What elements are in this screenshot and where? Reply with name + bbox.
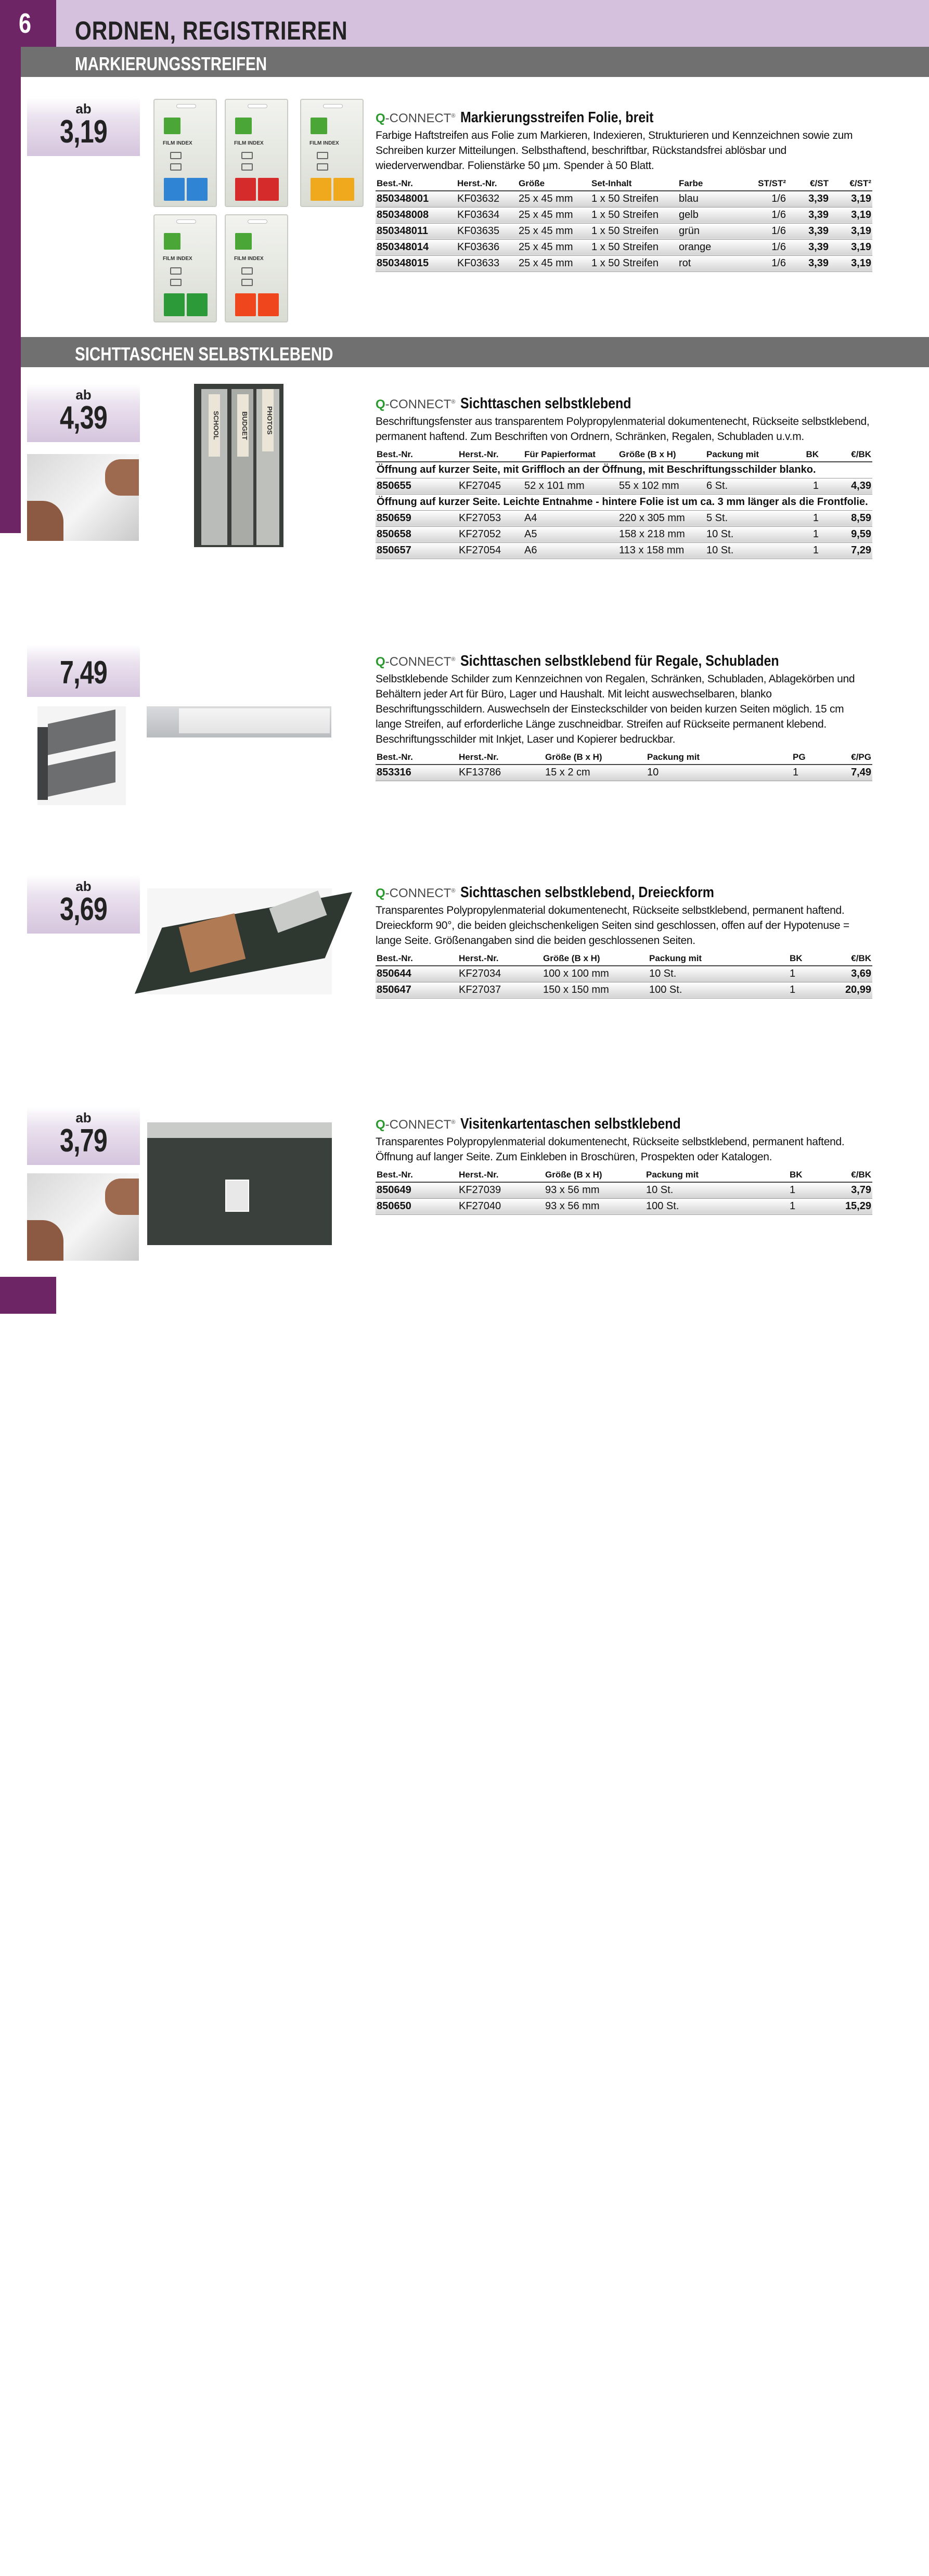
price-badge-5 bbox=[27, 1107, 140, 1165]
spine-label: BUDGET bbox=[237, 394, 249, 457]
price-value: 3,19 bbox=[59, 114, 107, 150]
photo-label-strip bbox=[147, 706, 331, 737]
table-row: 850348001 KF03632 25 x 45 mm 1 x 50 Streifen blau 1/6 3,39 3,19 bbox=[376, 191, 872, 207]
product-description: Selbstklebende Schilder zum Kennzeichnen von Regalen, Schränken, Schubladen, Ablagekörben und Behältern jeder Art für Büro, Lager und Haushalt. Mit leicht auswechselbaren, blanko Beschriftungsschildern. Auswechseln der Einsteckschilder von beiden kurzen Seiten möglich. 15 cm lange Streifen, auf erforderliche Länge zuschneidbar. Streifen auf Rückseite permanent klebend. Beschriftungsschilder mit Inkjet, Laser und Kopierer bedruckbar. bbox=[376, 673, 855, 745]
product-sichttaschen bbox=[376, 395, 872, 559]
table-row: 850348011 KF03635 25 x 45 mm 1 x 50 Streifen grün 1/6 3,39 3,19 bbox=[376, 223, 872, 239]
price-value: 3,79 bbox=[59, 1123, 107, 1159]
photo-binder-spines bbox=[194, 384, 283, 547]
product-table: Best.-Nr. Herst.-Nr. Für Papierformat Größe (B x H) Packung mit BK €/BK Öffnung auf kurzer Seite, mit Griffloch an der Öffnung, mit Beschriftungsschilder blanko. 850655 KF27045 52 x 101 mm 55 x 102 mm 6 St. 1 4,39 Öffnung auf kurzer Seite. Leichte Entnahme - hintere Folie ist um ca. 3 mm länger als die Frontfolie. 850659 KF27053 A4 220 x 305 mm 5 St. 1 8,59 850658 KF27052 A5 158 x 218 mm 10 St. 1 9,59 850657 KF27054 A6 113 x 158 mm 10 St. 1 7,29 bbox=[376, 447, 872, 559]
product-description: Transparentes Polypropylenmaterial dokumentenecht, Rückseite selbstklebend, permanent haftend. Öffnung auf langer Seite. Zum Einkleben in Broschüren, Prospekten oder Katalogen. bbox=[376, 1136, 845, 1163]
q-logo-icon bbox=[235, 118, 252, 134]
section-title: MARKIERUNGSSTREIFEN bbox=[75, 53, 267, 74]
page-number: 426 bbox=[5, 2564, 22, 2575]
table-row: 850657 KF27054 A6 113 x 158 mm 10 St. 1 7,29 bbox=[376, 542, 872, 559]
price-value: 4,39 bbox=[59, 400, 107, 436]
product-description: Beschriftungsfenster aus transparentem Polypropylenmaterial dokumentenecht, Rückseite selbstklebend, permanent haftend. Zum Beschriften von Ordnern, Schränken, Regalen, Schubladen u.v.m. bbox=[376, 416, 870, 443]
page-number-box bbox=[0, 1277, 56, 2575]
product-markierungsstreifen bbox=[376, 109, 872, 272]
q-connect-logo: Q-CONNECT® bbox=[376, 397, 456, 411]
table-row: 850644 KF27034 100 x 100 mm 10 St. 1 3,69 bbox=[376, 966, 872, 982]
price-prefix: ab bbox=[75, 878, 92, 894]
chapter-number: 6 bbox=[19, 8, 32, 39]
product-title: Sichttaschen selbstklebend bbox=[460, 395, 631, 412]
chapter-number-box bbox=[0, 0, 56, 47]
price-badge-2 bbox=[27, 384, 140, 442]
product-description: Farbige Haftstreifen aus Folie zum Markieren, Indexieren, Strukturieren und Kennzeichnen sowie zum Schreiben kurzer Mitteilungen. Selbsthaftend, beschriftbar, Rückstandsfrei ablösbar und wiederverwendbar. Folienstärke 50 µm. Spender à 50 Blatt. bbox=[376, 130, 853, 172]
section-bar-sichttaschen bbox=[21, 337, 929, 367]
product-title: Visitenkartentaschen selbstklebend bbox=[460, 1116, 681, 1132]
film-index-card-orange bbox=[225, 214, 288, 322]
spine-label: SCHOOL bbox=[209, 394, 220, 457]
table-note: Öffnung auf kurzer Seite. Leichte Entnahme - hintere Folie ist um ca. 3 mm länger als die Frontfolie. bbox=[376, 494, 872, 510]
table-row: 850348015 KF03633 25 x 45 mm 1 x 50 Streifen rot 1/6 3,39 3,19 bbox=[376, 255, 872, 271]
q-connect-logo: Q-CONNECT® bbox=[376, 1118, 456, 1132]
q-logo-icon bbox=[164, 118, 180, 134]
table-row: 850659 KF27053 A4 220 x 305 mm 5 St. 1 8,59 bbox=[376, 510, 872, 526]
price-prefix: ab bbox=[75, 101, 92, 116]
q-connect-logo: Q-CONNECT® bbox=[376, 655, 456, 669]
q-logo-icon bbox=[164, 233, 180, 250]
table-row: 850655 KF27045 52 x 101 mm 55 x 102 mm 6 St. 1 4,39 bbox=[376, 478, 872, 494]
section-title: SICHTTASCHEN SELBSTKLEBEND bbox=[75, 343, 333, 365]
price-badge-4 bbox=[27, 875, 140, 934]
product-title: Sichttaschen selbstklebend, Dreieckform bbox=[460, 884, 715, 901]
spine-label: PHOTOS bbox=[262, 389, 274, 451]
table-row: 853316 KF13786 15 x 2 cm 10 1 7,49 bbox=[376, 765, 872, 781]
card-label: FILM INDEX bbox=[163, 256, 192, 262]
photo-business-card-pocket bbox=[147, 1122, 332, 1245]
q-logo-icon bbox=[311, 118, 327, 134]
product-regale-schubladen bbox=[376, 653, 872, 781]
table-row: 850348008 KF03634 25 x 45 mm 1 x 50 Streifen gelb 1/6 3,39 3,19 bbox=[376, 207, 872, 223]
table-row: 850650 KF27040 93 x 56 mm 100 St. 1 15,29 bbox=[376, 1198, 872, 1214]
price-value: 3,69 bbox=[59, 891, 107, 927]
photo-triangle-pocket bbox=[147, 888, 332, 994]
product-description: Transparentes Polypropylenmaterial dokumentenecht, Rückseite selbstklebend, permanent haftend. Dreieckform 90°, die beiden gleichschenkeligen Seiten sind geschlossen, offen auf der Hypotenuse = lange Seite. Größenangaben sind die beiden geschlossenen Seiten. bbox=[376, 904, 849, 947]
table-note: Öffnung auf kurzer Seite, mit Griffloch an der Öffnung, mit Beschriftungsschilder blanko. bbox=[376, 462, 872, 478]
product-dreieckform bbox=[376, 884, 872, 999]
film-index-card-yellow bbox=[300, 99, 364, 207]
card-label: FILM INDEX bbox=[234, 140, 264, 146]
product-table: Best.-Nr. Herst.-Nr. Größe (B x H) Packung mit PG €/PG 853316 KF13786 15 x 2 cm 10 1 7,49 bbox=[376, 750, 872, 781]
q-connect-logo: Q-CONNECT® bbox=[376, 886, 456, 900]
product-title: Sichttaschen selbstklebend für Regale, Schubladen bbox=[460, 653, 780, 669]
product-table: Best.-Nr. Herst.-Nr. Größe Set-Inhalt Farbe ST/ST² €/ST €/ST² 850348001 KF03632 25 x 45 mm 1 x 50 Streifen blau 1/6 3,39 3,19 850348008 KF03634 25 x 45 mm 1 x 50 Streifen gelb 1/6 3,39 3,19 850348011 KF03635 25 x 45 mm 1 x 50 Streifen grün 1/6 3,39 3,19 850348014 KF03636 25 x 45 mm 1 x 50 Streifen orange 1/6 3,39 3,19 850348015 KF03633 25 x 45 mm 1 x 50 Streifen rot 1/6 3,39 3,19 bbox=[376, 176, 872, 272]
price-badge-3 bbox=[27, 645, 140, 697]
product-visitenkartentaschen bbox=[376, 1116, 872, 1215]
table-row: 850649 KF27039 93 x 56 mm 10 St. 1 3,79 bbox=[376, 1182, 872, 1198]
photo-pocket-hand bbox=[27, 454, 139, 541]
product-table: Best.-Nr. Herst.-Nr. Größe (B x H) Packung mit BK €/BK 850644 KF27034 100 x 100 mm 10 St. 1 3,69 850647 KF27037 150 x 150 mm 100 St. 1 20,99 bbox=[376, 951, 872, 999]
film-index-card-blue bbox=[153, 99, 217, 207]
product-image-markierungsstreifen bbox=[153, 99, 372, 322]
product-title: Markierungsstreifen Folie, breit bbox=[460, 109, 654, 126]
table-row: 850658 KF27052 A5 158 x 218 mm 10 St. 1 9,59 bbox=[376, 526, 872, 542]
photo-pocket-hand bbox=[27, 1173, 139, 1261]
card-label: FILM INDEX bbox=[163, 140, 192, 146]
q-connect-logo: Q-CONNECT® bbox=[376, 111, 456, 125]
card-label: FILM INDEX bbox=[309, 140, 339, 146]
chapter-title: ORDNEN, REGISTRIEREN bbox=[75, 16, 348, 45]
price-value: 7,49 bbox=[59, 655, 107, 691]
product-table: Best.-Nr. Herst.-Nr. Größe (B x H) Packung mit BK €/BK 850649 KF27039 93 x 56 mm 10 St. 1 3,79 850650 KF27040 93 x 56 mm 100 St. 1 15,29 bbox=[376, 1168, 872, 1215]
table-row: 850647 KF27037 150 x 150 mm 100 St. 1 20,99 bbox=[376, 982, 872, 998]
left-chapter-strip bbox=[0, 47, 21, 533]
section-bar-markierungsstreifen bbox=[21, 47, 929, 77]
card-label: FILM INDEX bbox=[234, 256, 264, 262]
price-badge-1 bbox=[27, 98, 140, 156]
photo-drawer-label bbox=[37, 706, 126, 805]
price-prefix: ab bbox=[75, 387, 92, 403]
q-logo-icon bbox=[235, 233, 252, 250]
price-prefix: ab bbox=[75, 1110, 92, 1125]
film-index-card-green bbox=[153, 214, 217, 322]
film-index-card-red bbox=[225, 99, 288, 207]
table-row: 850348014 KF03636 25 x 45 mm 1 x 50 Streifen orange 1/6 3,39 3,19 bbox=[376, 239, 872, 255]
